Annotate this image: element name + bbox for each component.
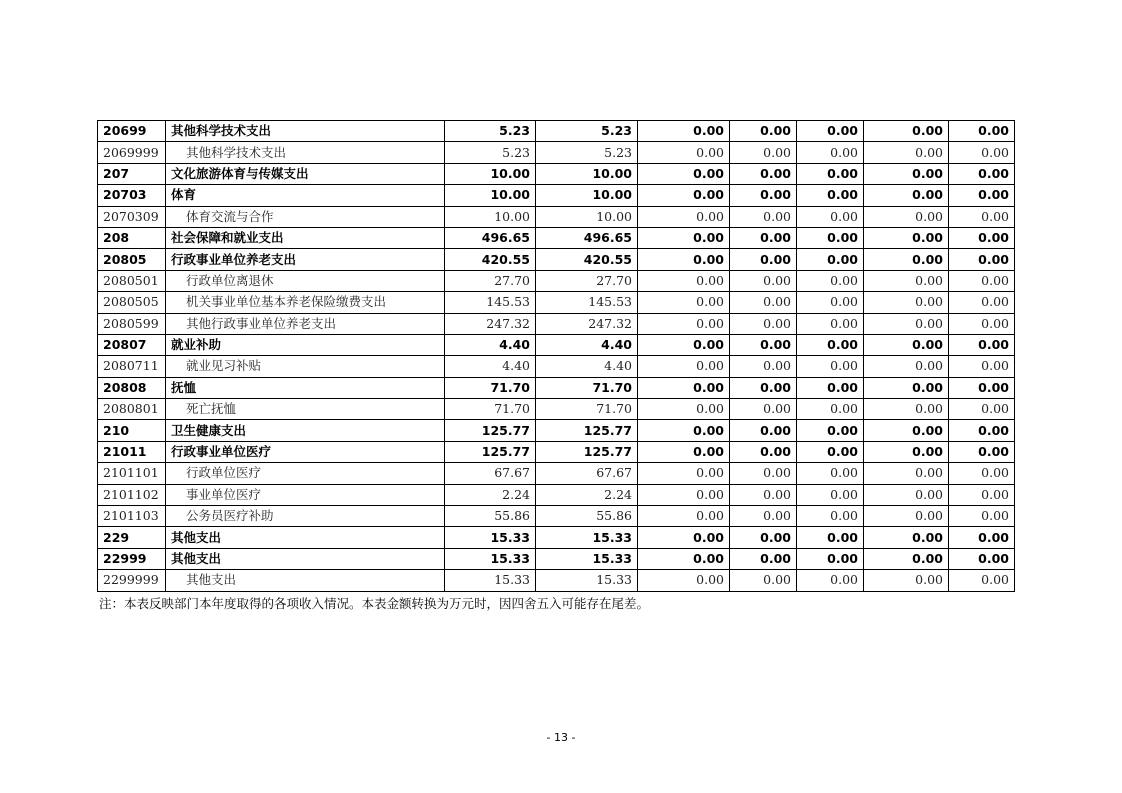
subject-code-cell: 21011 [98,441,166,462]
amount-cell: 0.00 [797,142,864,163]
amount-cell: 0.00 [949,570,1015,591]
table-body [98,121,1015,592]
subject-code-cell: 2101102 [98,484,166,505]
amount-cell: 2.24 [536,484,638,505]
amount-cell: 247.32 [536,313,638,334]
amount-cell: 15.33 [445,548,536,569]
amount-cell: 0.00 [864,121,949,142]
amount-cell: 0.00 [797,206,864,227]
amount-cell: 0.00 [730,506,797,527]
table-row [98,377,1015,398]
amount-cell: 0.00 [949,163,1015,184]
amount-cell: 4.40 [536,356,638,377]
amount-cell: 0.00 [638,185,730,206]
amount-cell: 0.00 [949,463,1015,484]
amount-cell: 4.40 [445,334,536,355]
amount-cell: 0.00 [797,441,864,462]
subject-code-cell: 2080501 [98,270,166,291]
subject-name-cell: 行政事业单位医疗 [166,441,445,462]
amount-cell: 0.00 [638,484,730,505]
table-row [98,463,1015,484]
amount-cell: 0.00 [797,185,864,206]
amount-cell: 0.00 [638,377,730,398]
table-row [98,506,1015,527]
amount-cell: 0.00 [949,334,1015,355]
amount-cell: 0.00 [864,527,949,548]
subject-name-cell: 其他科学技术支出 [166,121,445,142]
amount-cell: 0.00 [864,206,949,227]
subject-code-cell: 2069999 [98,142,166,163]
subject-name-cell: 就业补助 [166,334,445,355]
subject-code-cell: 229 [98,527,166,548]
amount-cell: 0.00 [864,185,949,206]
amount-cell: 0.00 [638,227,730,248]
table-row [98,313,1015,334]
amount-cell: 5.23 [536,142,638,163]
subject-name-cell: 行政事业单位养老支出 [166,249,445,270]
amount-cell: 247.32 [445,313,536,334]
subject-code-cell: 20805 [98,249,166,270]
amount-cell: 0.00 [730,249,797,270]
table-row [98,548,1015,569]
amount-cell: 0.00 [638,399,730,420]
amount-cell: 27.70 [445,270,536,291]
table-row [98,206,1015,227]
subject-code-cell: 2299999 [98,570,166,591]
table-row [98,292,1015,313]
table-row [98,420,1015,441]
subject-code-cell: 2101103 [98,506,166,527]
amount-cell: 0.00 [949,292,1015,313]
subject-code-cell: 20703 [98,185,166,206]
amount-cell: 15.33 [536,570,638,591]
amount-cell: 71.70 [445,377,536,398]
amount-cell: 0.00 [797,334,864,355]
amount-cell: 0.00 [864,227,949,248]
subject-code-cell: 2080599 [98,313,166,334]
table-note: 注：本表反映部门本年度取得的各项收入情况。本表金额转换为万元时，因四舍五入可能存在尾差。 [99,596,650,611]
amount-cell: 0.00 [797,548,864,569]
amount-cell: 0.00 [797,420,864,441]
amount-cell: 0.00 [949,399,1015,420]
income-table [97,120,1015,592]
amount-cell: 0.00 [864,313,949,334]
amount-cell: 71.70 [445,399,536,420]
amount-cell: 0.00 [730,527,797,548]
amount-cell: 0.00 [797,249,864,270]
amount-cell: 71.70 [536,399,638,420]
amount-cell: 0.00 [638,548,730,569]
amount-cell: 0.00 [797,506,864,527]
amount-cell: 0.00 [864,249,949,270]
amount-cell: 0.00 [797,270,864,291]
amount-cell: 2.24 [445,484,536,505]
amount-cell: 15.33 [445,570,536,591]
amount-cell: 0.00 [638,249,730,270]
amount-cell: 0.00 [638,206,730,227]
amount-cell: 0.00 [797,570,864,591]
amount-cell: 0.00 [638,420,730,441]
amount-cell: 0.00 [864,441,949,462]
amount-cell: 145.53 [536,292,638,313]
amount-cell: 0.00 [730,484,797,505]
subject-name-cell: 行政单位离退休 [166,270,445,291]
subject-name-cell: 文化旅游体育与传媒支出 [166,163,445,184]
amount-cell: 125.77 [445,420,536,441]
amount-cell: 0.00 [730,313,797,334]
amount-cell: 0.00 [949,420,1015,441]
amount-cell: 0.00 [638,163,730,184]
amount-cell: 0.00 [949,377,1015,398]
subject-code-cell: 210 [98,420,166,441]
table-row [98,484,1015,505]
amount-cell: 0.00 [949,270,1015,291]
amount-cell: 0.00 [730,163,797,184]
subject-name-cell: 社会保障和就业支出 [166,227,445,248]
subject-code-cell: 20699 [98,121,166,142]
amount-cell: 0.00 [638,527,730,548]
amount-cell: 0.00 [949,227,1015,248]
subject-name-cell: 死亡抚恤 [166,399,445,420]
table-row [98,121,1015,142]
amount-cell: 0.00 [638,121,730,142]
amount-cell: 0.00 [949,121,1015,142]
table-row [98,185,1015,206]
amount-cell: 0.00 [864,270,949,291]
amount-cell: 420.55 [536,249,638,270]
amount-cell: 0.00 [797,399,864,420]
amount-cell: 10.00 [445,206,536,227]
amount-cell: 125.77 [536,420,638,441]
amount-cell: 0.00 [730,206,797,227]
amount-cell: 0.00 [949,527,1015,548]
amount-cell: 0.00 [638,142,730,163]
amount-cell: 0.00 [638,506,730,527]
amount-cell: 10.00 [536,185,638,206]
subject-code-cell: 20808 [98,377,166,398]
table-row [98,249,1015,270]
subject-name-cell: 体育 [166,185,445,206]
subject-code-cell: 22999 [98,548,166,569]
subject-code-cell: 2080801 [98,399,166,420]
amount-cell: 0.00 [730,334,797,355]
amount-cell: 0.00 [638,463,730,484]
amount-cell: 0.00 [638,441,730,462]
amount-cell: 5.23 [445,121,536,142]
amount-cell: 0.00 [638,356,730,377]
amount-cell: 0.00 [730,292,797,313]
subject-code-cell: 20807 [98,334,166,355]
table-row [98,163,1015,184]
amount-cell: 15.33 [536,527,638,548]
amount-cell: 10.00 [536,206,638,227]
table-row [98,399,1015,420]
amount-cell: 0.00 [638,270,730,291]
table-row [98,570,1015,591]
subject-name-cell: 体育交流与合作 [166,206,445,227]
amount-cell: 10.00 [445,185,536,206]
amount-cell: 4.40 [445,356,536,377]
amount-cell: 5.23 [536,121,638,142]
amount-cell: 0.00 [864,570,949,591]
amount-cell: 0.00 [864,356,949,377]
subject-code-cell: 2080711 [98,356,166,377]
amount-cell: 15.33 [445,527,536,548]
amount-cell: 0.00 [797,356,864,377]
subject-name-cell: 公务员医疗补助 [166,506,445,527]
amount-cell: 0.00 [730,420,797,441]
table-row [98,227,1015,248]
amount-cell: 0.00 [638,292,730,313]
subject-name-cell: 其他支出 [166,527,445,548]
subject-code-cell: 2080505 [98,292,166,313]
amount-cell: 15.33 [536,548,638,569]
subject-name-cell: 其他支出 [166,548,445,569]
amount-cell: 55.86 [536,506,638,527]
amount-cell: 0.00 [864,463,949,484]
amount-cell: 0.00 [864,163,949,184]
table-row [98,441,1015,462]
table-row [98,270,1015,291]
table-row [98,356,1015,377]
subject-name-cell: 行政单位医疗 [166,463,445,484]
amount-cell: 27.70 [536,270,638,291]
amount-cell: 0.00 [797,227,864,248]
subject-name-cell: 事业单位医疗 [166,484,445,505]
amount-cell: 0.00 [730,270,797,291]
amount-cell: 10.00 [536,163,638,184]
amount-cell: 4.40 [536,334,638,355]
subject-name-cell: 就业见习补贴 [166,356,445,377]
amount-cell: 0.00 [864,399,949,420]
amount-cell: 0.00 [949,206,1015,227]
amount-cell: 496.65 [536,227,638,248]
amount-cell: 0.00 [864,548,949,569]
amount-cell: 125.77 [445,441,536,462]
amount-cell: 0.00 [949,313,1015,334]
table-row [98,334,1015,355]
amount-cell: 420.55 [445,249,536,270]
amount-cell: 0.00 [730,377,797,398]
amount-cell: 0.00 [730,441,797,462]
amount-cell: 0.00 [949,142,1015,163]
amount-cell: 0.00 [730,185,797,206]
amount-cell: 0.00 [797,163,864,184]
amount-cell: 0.00 [864,334,949,355]
amount-cell: 0.00 [797,313,864,334]
amount-cell: 125.77 [536,441,638,462]
amount-cell: 0.00 [949,506,1015,527]
amount-cell: 0.00 [864,484,949,505]
amount-cell: 67.67 [536,463,638,484]
amount-cell: 0.00 [638,334,730,355]
amount-cell: 145.53 [445,292,536,313]
amount-cell: 71.70 [536,377,638,398]
subject-code-cell: 207 [98,163,166,184]
table-row [98,142,1015,163]
page-number: - 13 - [546,731,576,744]
amount-cell: 0.00 [949,441,1015,462]
subject-code-cell: 208 [98,227,166,248]
amount-cell: 0.00 [864,292,949,313]
amount-cell: 0.00 [730,570,797,591]
amount-cell: 0.00 [638,570,730,591]
subject-code-cell: 2101101 [98,463,166,484]
amount-cell: 0.00 [797,484,864,505]
amount-cell: 0.00 [730,227,797,248]
amount-cell: 0.00 [864,506,949,527]
subject-code-cell: 2070309 [98,206,166,227]
amount-cell: 0.00 [797,463,864,484]
amount-cell: 0.00 [949,185,1015,206]
subject-name-cell: 抚恤 [166,377,445,398]
subject-name-cell: 机关事业单位基本养老保险缴费支出 [166,292,445,313]
amount-cell: 0.00 [730,142,797,163]
amount-cell: 0.00 [949,548,1015,569]
amount-cell: 0.00 [949,356,1015,377]
amount-cell: 0.00 [797,377,864,398]
amount-cell: 0.00 [864,142,949,163]
amount-cell: 5.23 [445,142,536,163]
amount-cell: 0.00 [949,484,1015,505]
amount-cell: 55.86 [445,506,536,527]
amount-cell: 0.00 [730,399,797,420]
amount-cell: 10.00 [445,163,536,184]
amount-cell: 0.00 [730,463,797,484]
amount-cell: 0.00 [864,377,949,398]
amount-cell: 0.00 [797,121,864,142]
amount-cell: 0.00 [638,313,730,334]
amount-cell: 0.00 [730,121,797,142]
amount-cell: 67.67 [445,463,536,484]
amount-cell: 0.00 [949,249,1015,270]
amount-cell: 0.00 [797,292,864,313]
amount-cell: 0.00 [730,548,797,569]
subject-name-cell: 卫生健康支出 [166,420,445,441]
amount-cell: 0.00 [797,527,864,548]
subject-name-cell: 其他支出 [166,570,445,591]
subject-name-cell: 其他科学技术支出 [166,142,445,163]
amount-cell: 0.00 [864,420,949,441]
amount-cell: 496.65 [445,227,536,248]
amount-cell: 0.00 [730,356,797,377]
table-row [98,527,1015,548]
subject-name-cell: 其他行政事业单位养老支出 [166,313,445,334]
